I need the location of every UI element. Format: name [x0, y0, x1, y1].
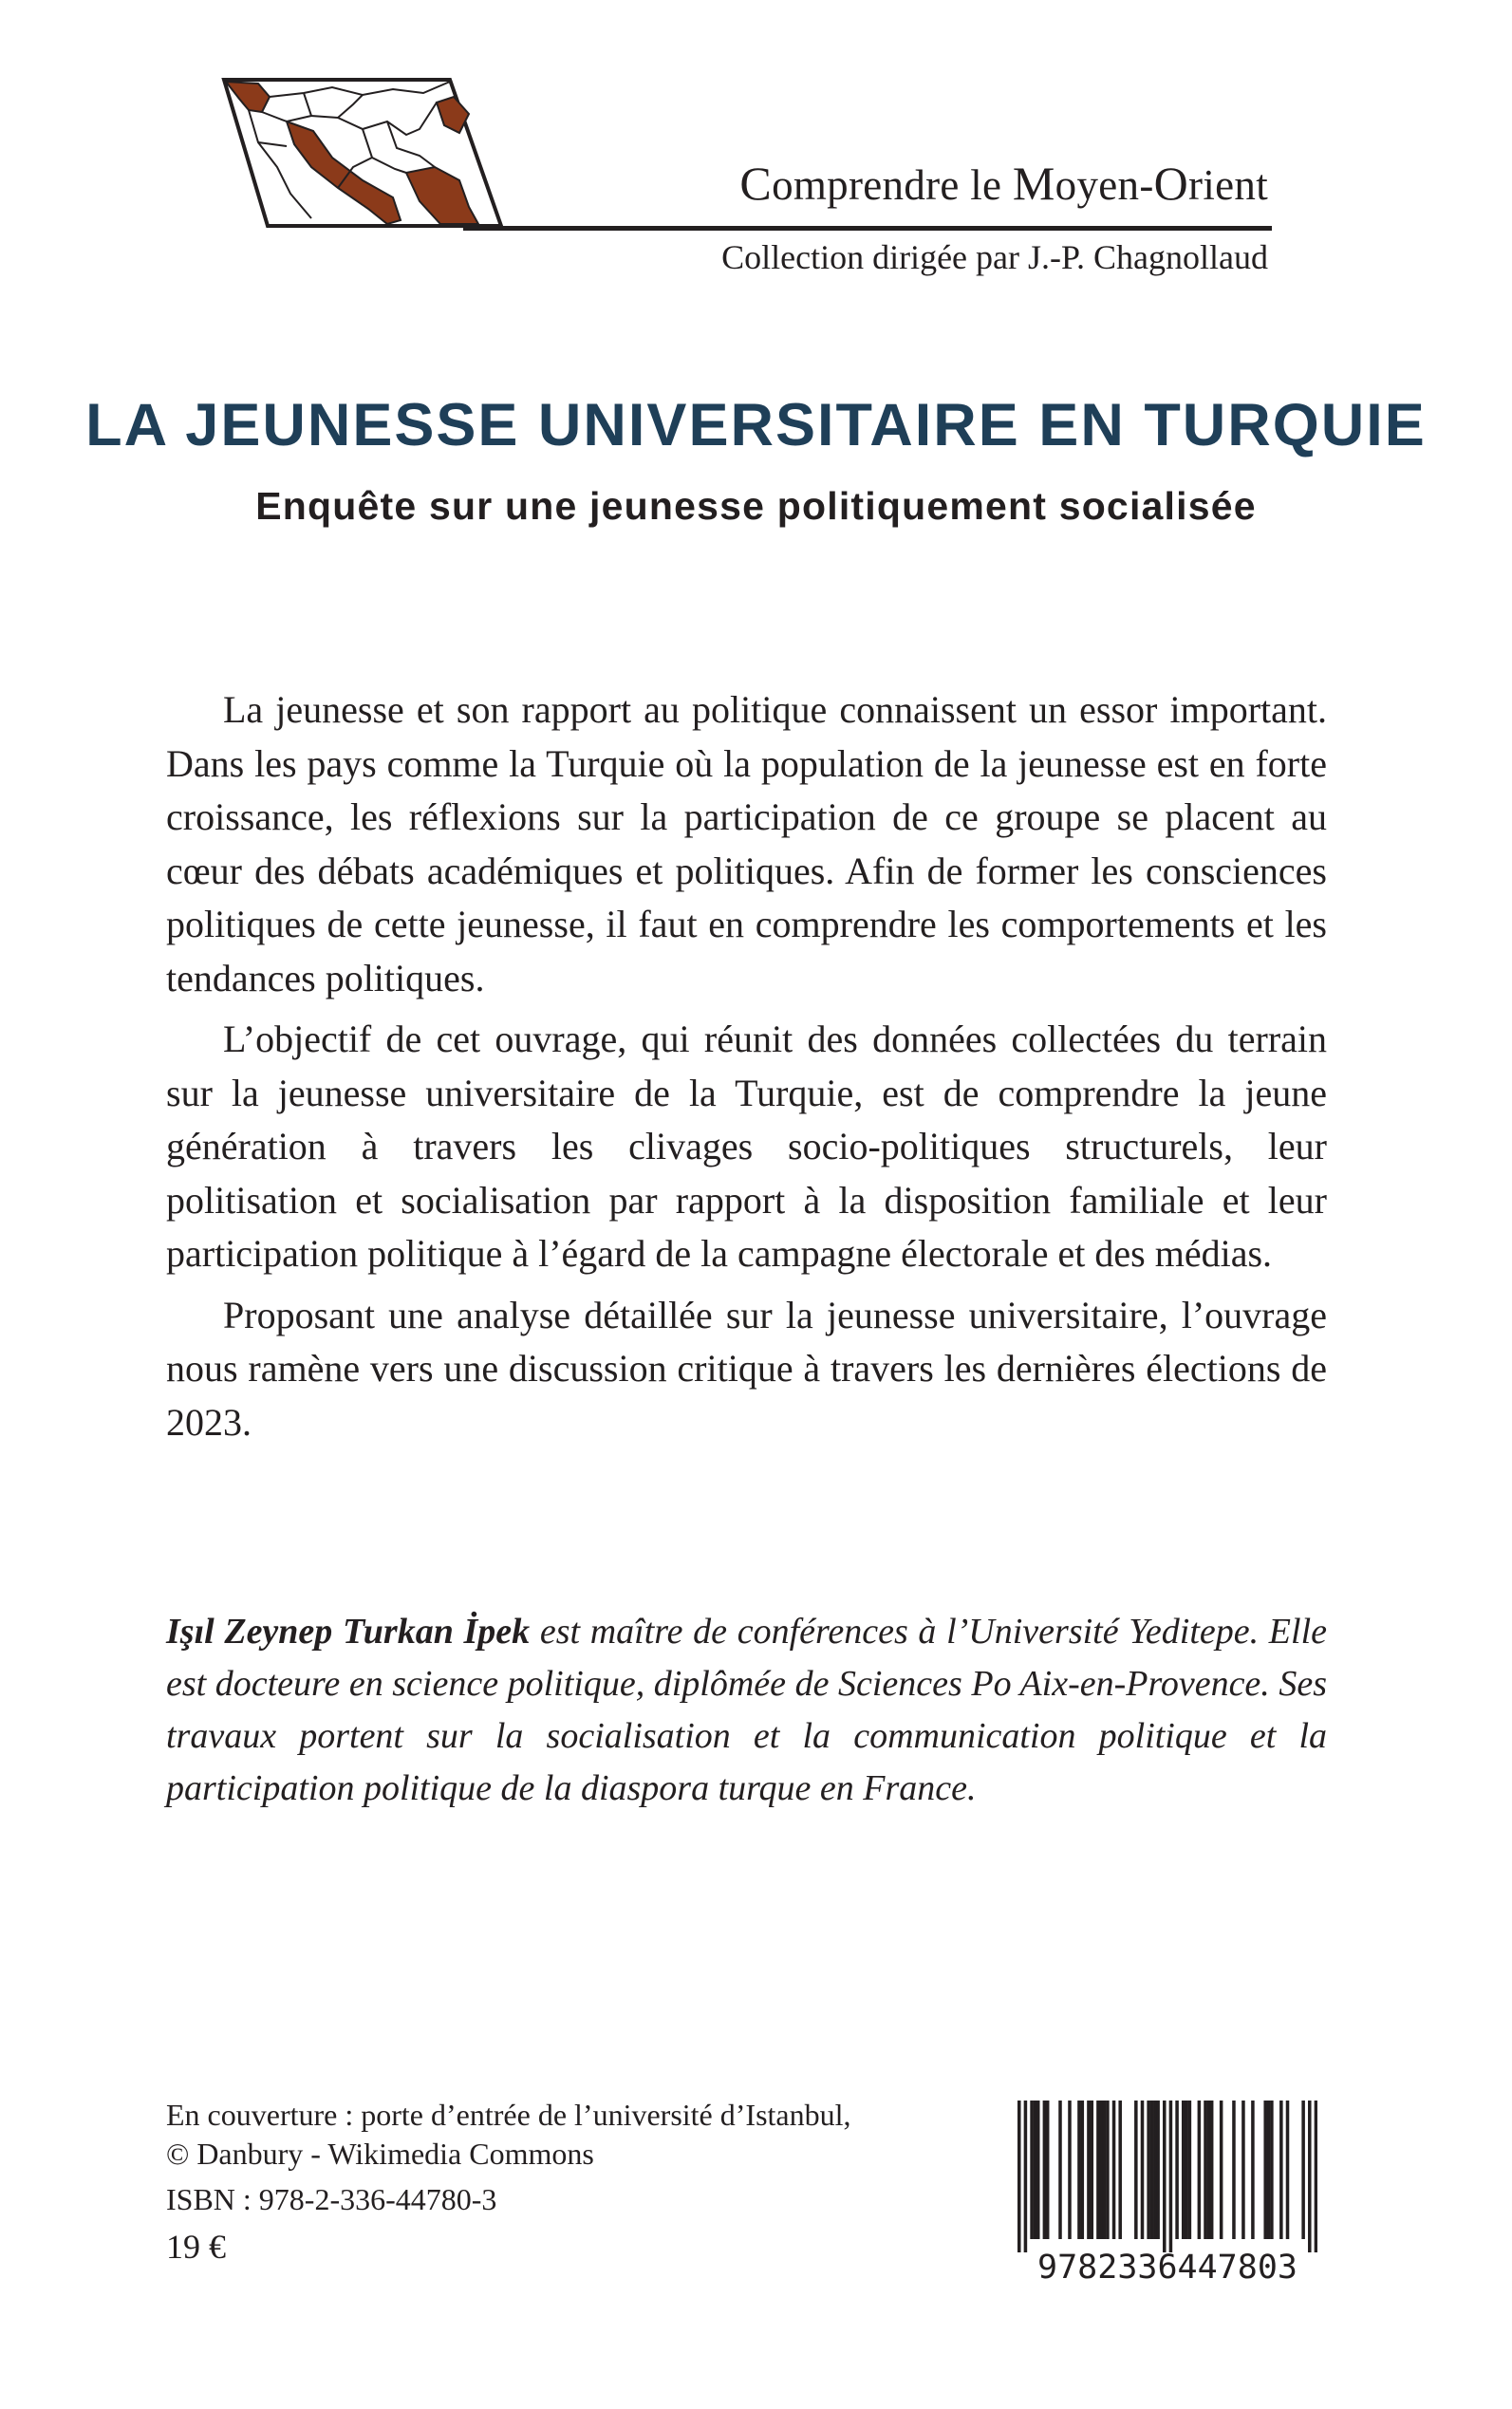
barcode-bar: [1188, 2101, 1192, 2239]
barcode-bar: [1308, 2101, 1312, 2252]
barcode-bar: [1091, 2101, 1094, 2239]
barcode-bar: [1153, 2101, 1157, 2239]
barcode-bar: [1112, 2101, 1116, 2239]
barcode-bar: [1198, 2101, 1202, 2239]
series-rule: [463, 226, 1272, 231]
barcode-bar: [1241, 2101, 1245, 2239]
book-subtitle: Enquête sur une jeunesse politiquement socialisée: [255, 484, 1257, 528]
barcode-bar: [1046, 2101, 1050, 2239]
barcode-bar: [1301, 2101, 1305, 2239]
barcode-bar: [1017, 2101, 1021, 2252]
barcode-bar: [1081, 2101, 1085, 2239]
barcode-bar: [1103, 2101, 1107, 2239]
barcode-bar: [1210, 2101, 1214, 2239]
barcode-bar: [1118, 2101, 1122, 2239]
barcode-bar: [1068, 2101, 1072, 2239]
barcode-bar: [1156, 2101, 1160, 2239]
barcode-bar: [1150, 2101, 1154, 2239]
barcode-bar: [1134, 2101, 1138, 2239]
barcode-bar: [1315, 2101, 1317, 2252]
barcode-bar: [1182, 2101, 1185, 2239]
back-cover-summary: [166, 683, 1327, 1457]
barcode-bar: [1141, 2101, 1145, 2239]
barcode-bar: [1024, 2101, 1028, 2252]
barcode-bar: [1106, 2101, 1110, 2239]
barcode-bars: [1017, 2101, 1317, 2252]
author-bio: [166, 1606, 1327, 1815]
barcode-bar: [1220, 2101, 1223, 2239]
summary-paragraph: Proposant une analyse détaillée sur la jeunesse universitaire, l’ouvrage nous ramène vers une discussion critique à travers les dernières élections de 2023.: [166, 1293, 1327, 1444]
barcode-bar: [1096, 2101, 1100, 2239]
cover-credit-line: © Danbury - Wikimedia Commons: [166, 2137, 594, 2171]
barcode-bar: [1207, 2101, 1211, 2239]
book-title: LA JEUNESSE UNIVERSITAIRE EN TURQUIE: [85, 392, 1427, 458]
barcode-bar: [1030, 2101, 1034, 2239]
barcode-bar: [1058, 2101, 1062, 2239]
cover-credit-line: En couverture : porte d’entrée de l’université d’Istanbul,: [166, 2098, 851, 2132]
barcode-bar: [1163, 2101, 1167, 2252]
barcode-bar: [1087, 2101, 1091, 2239]
barcode-bar: [1077, 2101, 1081, 2239]
barcode-bar: [1286, 2101, 1290, 2239]
barcode-bar: [1099, 2101, 1103, 2239]
barcode: [1017, 2101, 1317, 2296]
barcode-bar: [1036, 2101, 1040, 2239]
barcode-bar: [1279, 2101, 1283, 2239]
barcode-digits: 9782336447803: [1037, 2249, 1297, 2287]
barcode-bar: [1169, 2101, 1173, 2252]
author-name: Işıl Zeynep Turkan İpek: [166, 1612, 531, 1652]
barcode-bar: [1043, 2101, 1047, 2239]
series-logo-map: [220, 76, 505, 230]
barcode-bar: [1204, 2101, 1207, 2239]
barcode-bar: [1175, 2101, 1179, 2239]
barcode-bar: [1251, 2101, 1255, 2239]
author-bio-text: est maître de conférences à l’Université Yeditepe. Elle est docteure en science politique, diplômée de Sciences Po Aix-en-Provence. Ses travaux portent sur la socialisation et la communication politique et la participation politique de la diaspora turque en France.: [166, 1612, 1327, 1808]
barcode-bar: [1270, 2101, 1274, 2239]
barcode-bar: [1232, 2101, 1236, 2239]
isbn: ISBN : 978-2-336-44780-3: [166, 2182, 497, 2216]
summary-paragraph: La jeunesse et son rapport au politique connaissent un essor important. Dans les pays comme la Turquie où la population de la jeunesse est en forte croissance, les réflexions sur la participation de ce groupe se placent au cœur des débats académiques et politiques. Afin de former les consciences politiques de cette jeunesse, il faut en comprendre les comportements et les tendances politiques.: [166, 688, 1327, 999]
barcode-bar: [1263, 2101, 1267, 2239]
barcode-bar: [1267, 2101, 1271, 2239]
series-title: Comprendre le Moyen-Orient: [739, 157, 1268, 210]
cover-credit: [166, 2096, 851, 2174]
series-director: Collection dirigée par J.-P. Chagnollaud: [721, 238, 1268, 276]
barcode-bar: [1185, 2101, 1188, 2239]
price: 19 €: [166, 2228, 226, 2266]
summary-paragraph: L’objectif de cet ouvrage, qui réunit des données collectées du terrain sur la jeunesse universitaire de la Turquie, est de comprendre la jeune génération à travers les clivages socio-politiques structurels, leur politisation et socialisation par rapport à la disposition familiale et leur participation politique à l’égard de la campagne électorale et des médias.: [166, 1018, 1327, 1275]
barcode-bar: [1147, 2101, 1150, 2239]
barcode-bar: [1034, 2101, 1037, 2239]
